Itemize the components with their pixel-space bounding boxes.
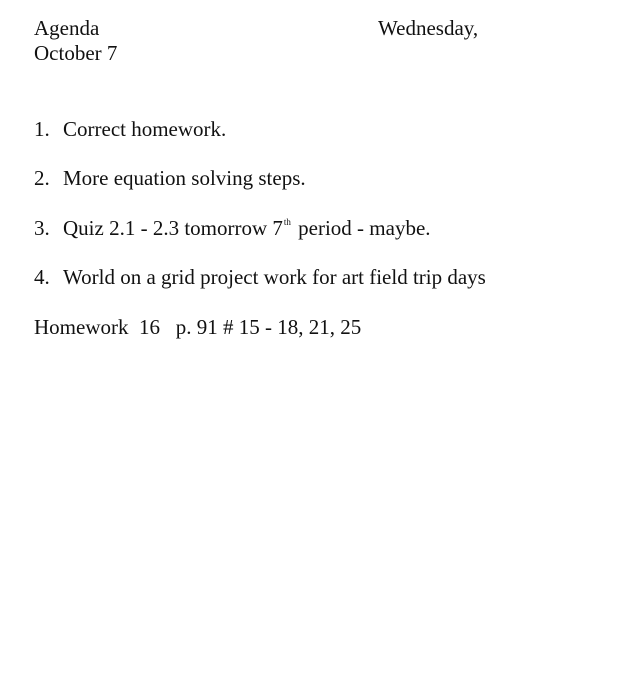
agenda-item-number: 4. bbox=[34, 265, 50, 289]
agenda-date: October 7 bbox=[34, 41, 118, 65]
agenda-item-number: 3. bbox=[34, 216, 50, 240]
agenda-title: Agenda bbox=[34, 16, 100, 40]
agenda-item-text: World on a grid project work for art field trip days bbox=[63, 265, 486, 289]
homework-assignment: p. 91 # 15 - 18, 21, 25 bbox=[175, 315, 362, 339]
homework-line bbox=[34, 315, 361, 339]
agenda-item-1 bbox=[34, 117, 226, 141]
agenda-item-text: Correct homework. bbox=[63, 117, 227, 141]
agenda-item-number: 1. bbox=[34, 117, 50, 141]
ordinal-superscript: th bbox=[283, 217, 291, 227]
agenda-item-2 bbox=[34, 166, 306, 190]
agenda-item-text: More equation solving steps. bbox=[63, 166, 306, 190]
agenda-item-number: 2. bbox=[34, 166, 50, 190]
agenda-item-text-end: period - maybe. bbox=[292, 216, 431, 240]
agenda-item-4 bbox=[34, 265, 486, 289]
agenda-day: Wednesday, bbox=[378, 16, 479, 40]
agenda-item-text-start: Quiz 2.1 - 2.3 tomorrow 7 bbox=[63, 216, 283, 240]
agenda-item-3 bbox=[34, 216, 431, 244]
homework-label: Homework 16 bbox=[34, 315, 160, 339]
